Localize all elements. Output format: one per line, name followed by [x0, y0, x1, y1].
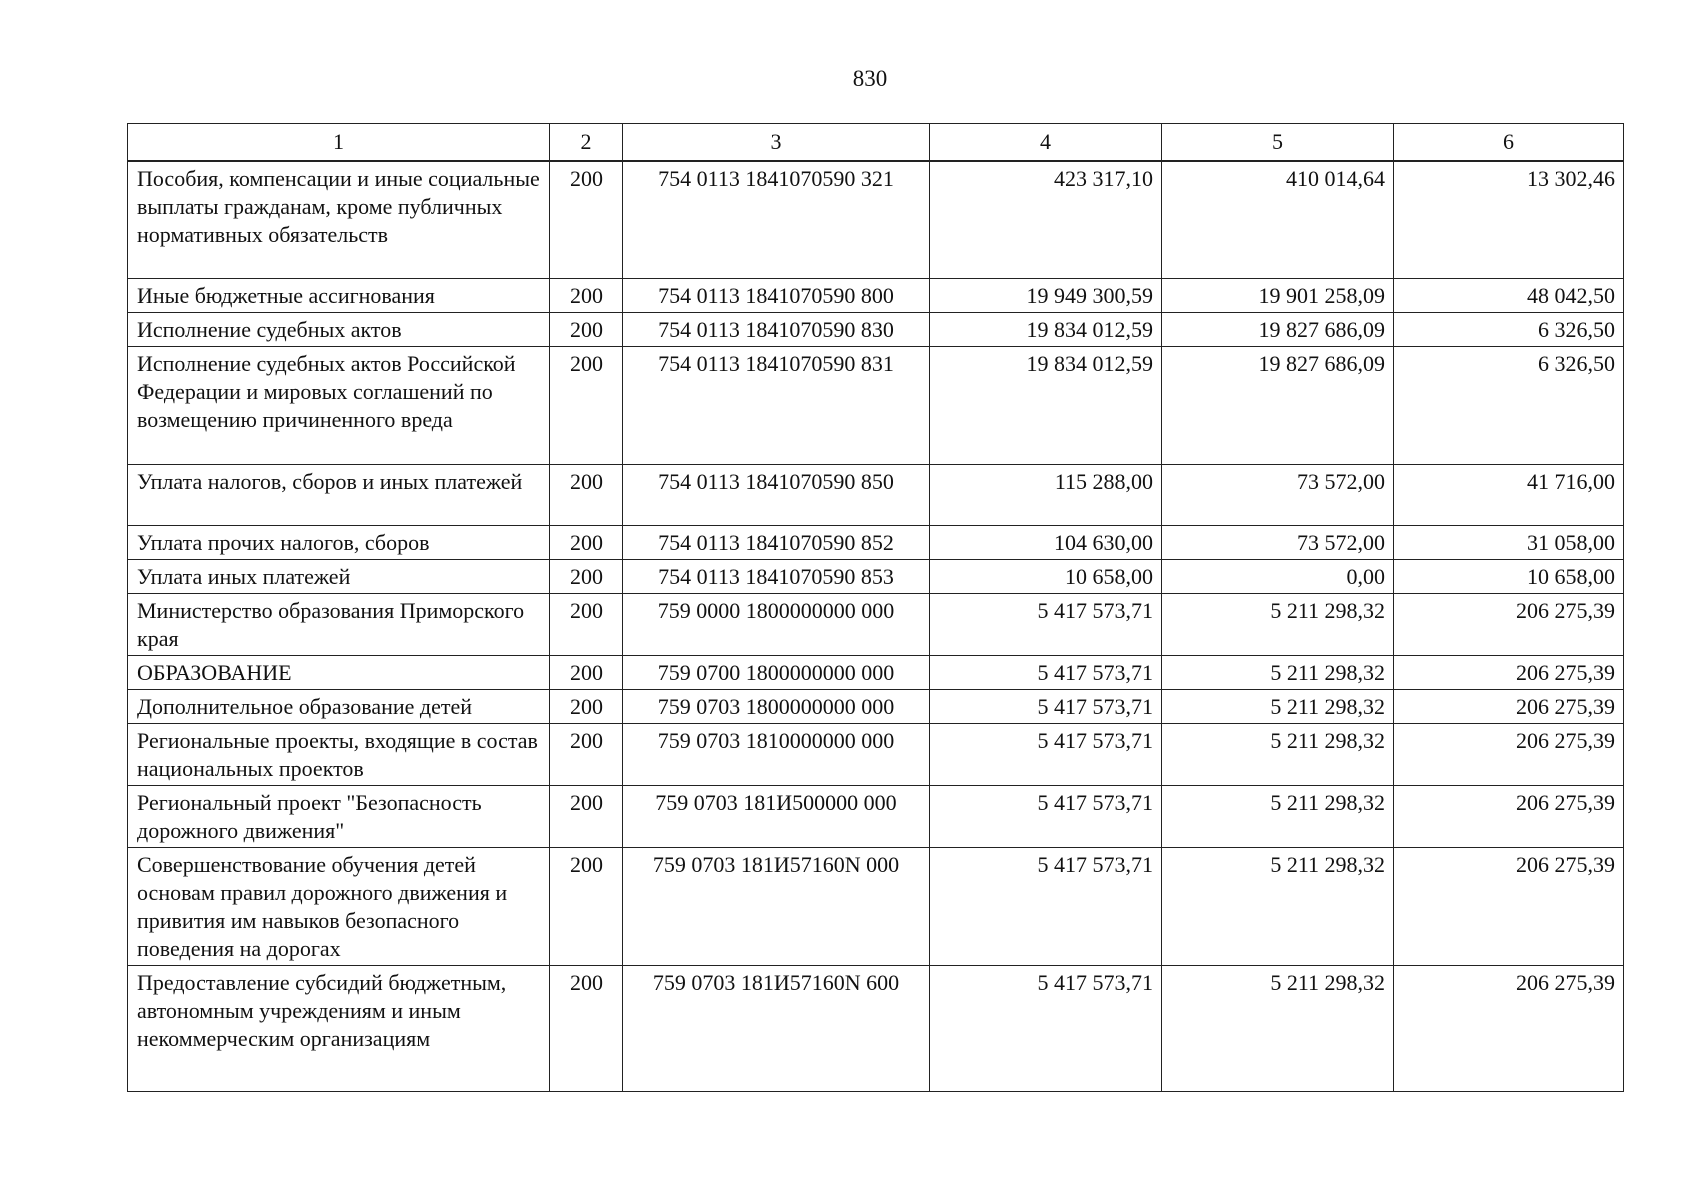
row-name: Региональный проект "Безопасность дорожного движения" — [128, 785, 550, 847]
table-row — [128, 525, 1624, 559]
row-approved: 5 417 573,71 — [930, 655, 1162, 689]
row-name: Министерство образования Приморского края — [128, 593, 550, 655]
column-header: 4 — [930, 124, 1162, 162]
row-approved: 5 417 573,71 — [930, 847, 1162, 965]
row-classification: 754 0113 1841070590 830 — [623, 312, 930, 346]
row-name: Уплата иных платежей — [128, 559, 550, 593]
row-unexecuted: 13 302,46 — [1394, 161, 1624, 278]
table-row — [128, 689, 1624, 723]
row-executed: 73 572,00 — [1162, 525, 1394, 559]
row-approved: 5 417 573,71 — [930, 785, 1162, 847]
row-approved: 104 630,00 — [930, 525, 1162, 559]
row-executed: 73 572,00 — [1162, 464, 1394, 525]
table-row — [128, 593, 1624, 655]
row-unexecuted: 48 042,50 — [1394, 278, 1624, 312]
row-name: Исполнение судебных актов — [128, 312, 550, 346]
row-code: 200 — [550, 525, 623, 559]
column-header: 6 — [1394, 124, 1624, 162]
row-classification: 759 0703 181И500000 000 — [623, 785, 930, 847]
row-name: Иные бюджетные ассигнования — [128, 278, 550, 312]
row-code: 200 — [550, 593, 623, 655]
row-name: Предоставление субсидий бюджетным, автономным учреждениям и иным некоммерческим организациям — [128, 965, 550, 1091]
row-executed: 5 211 298,32 — [1162, 593, 1394, 655]
row-classification: 754 0113 1841070590 831 — [623, 346, 930, 464]
row-executed: 5 211 298,32 — [1162, 785, 1394, 847]
row-code: 200 — [550, 161, 623, 278]
row-code: 200 — [550, 723, 623, 785]
row-name: Пособия, компенсации и иные социальные выплаты гражданам, кроме публичных нормативных обязательств — [128, 161, 550, 278]
table-header-row — [128, 124, 1624, 162]
row-unexecuted: 6 326,50 — [1394, 312, 1624, 346]
row-unexecuted: 206 275,39 — [1394, 593, 1624, 655]
row-code: 200 — [550, 655, 623, 689]
row-code: 200 — [550, 312, 623, 346]
row-classification: 754 0113 1841070590 853 — [623, 559, 930, 593]
row-unexecuted: 41 716,00 — [1394, 464, 1624, 525]
row-unexecuted: 10 658,00 — [1394, 559, 1624, 593]
row-classification: 754 0113 1841070590 800 — [623, 278, 930, 312]
row-code: 200 — [550, 689, 623, 723]
row-executed: 5 211 298,32 — [1162, 965, 1394, 1091]
table-row — [128, 723, 1624, 785]
row-name: Региональные проекты, входящие в состав национальных проектов — [128, 723, 550, 785]
table-row — [128, 312, 1624, 346]
row-executed: 5 211 298,32 — [1162, 689, 1394, 723]
row-executed: 410 014,64 — [1162, 161, 1394, 278]
row-executed: 19 827 686,09 — [1162, 346, 1394, 464]
row-name: Уплата прочих налогов, сборов — [128, 525, 550, 559]
row-classification: 759 0700 1800000000 000 — [623, 655, 930, 689]
budget-table — [127, 123, 1624, 1092]
table-row — [128, 655, 1624, 689]
row-name: Дополнительное образование детей — [128, 689, 550, 723]
row-approved: 19 834 012,59 — [930, 346, 1162, 464]
row-approved: 5 417 573,71 — [930, 689, 1162, 723]
row-approved: 10 658,00 — [930, 559, 1162, 593]
row-classification: 759 0703 1800000000 000 — [623, 689, 930, 723]
row-name: ОБРАЗОВАНИЕ — [128, 655, 550, 689]
page-number: 830 — [852, 66, 888, 91]
row-executed: 19 827 686,09 — [1162, 312, 1394, 346]
row-code: 200 — [550, 464, 623, 525]
row-unexecuted: 206 275,39 — [1394, 655, 1624, 689]
row-classification: 754 0113 1841070590 852 — [623, 525, 930, 559]
row-name: Совершенствование обучения детей основам правил дорожного движения и привития им навыков безопасного поведения на дорогах — [128, 847, 550, 965]
row-executed: 5 211 298,32 — [1162, 655, 1394, 689]
table-row — [128, 464, 1624, 525]
row-code: 200 — [550, 965, 623, 1091]
row-code: 200 — [550, 785, 623, 847]
row-approved: 115 288,00 — [930, 464, 1162, 525]
row-unexecuted: 206 275,39 — [1394, 723, 1624, 785]
table-row — [128, 847, 1624, 965]
row-approved: 5 417 573,71 — [930, 965, 1162, 1091]
row-code: 200 — [550, 278, 623, 312]
row-classification: 754 0113 1841070590 850 — [623, 464, 930, 525]
row-code: 200 — [550, 847, 623, 965]
row-approved: 19 834 012,59 — [930, 312, 1162, 346]
row-code: 200 — [550, 559, 623, 593]
column-header: 1 — [128, 124, 550, 162]
row-approved: 423 317,10 — [930, 161, 1162, 278]
row-unexecuted: 206 275,39 — [1394, 785, 1624, 847]
row-approved: 19 949 300,59 — [930, 278, 1162, 312]
row-classification: 759 0000 1800000000 000 — [623, 593, 930, 655]
row-classification: 759 0703 181И57160N 000 — [623, 847, 930, 965]
row-approved: 5 417 573,71 — [930, 723, 1162, 785]
column-header: 3 — [623, 124, 930, 162]
row-name: Исполнение судебных актов Российской Федерации и мировых соглашений по возмещению причиненного вреда — [128, 346, 550, 464]
table-row — [128, 785, 1624, 847]
row-classification: 759 0703 181И57160N 600 — [623, 965, 930, 1091]
table-row — [128, 346, 1624, 464]
row-name: Уплата налогов, сборов и иных платежей — [128, 464, 550, 525]
row-unexecuted: 6 326,50 — [1394, 346, 1624, 464]
row-executed: 5 211 298,32 — [1162, 723, 1394, 785]
column-header: 5 — [1162, 124, 1394, 162]
row-classification: 754 0113 1841070590 321 — [623, 161, 930, 278]
row-approved: 5 417 573,71 — [930, 593, 1162, 655]
row-executed: 5 211 298,32 — [1162, 847, 1394, 965]
table-row — [128, 161, 1624, 278]
row-executed: 19 901 258,09 — [1162, 278, 1394, 312]
table-row — [128, 965, 1624, 1091]
row-unexecuted: 206 275,39 — [1394, 965, 1624, 1091]
table-row — [128, 559, 1624, 593]
row-code: 200 — [550, 346, 623, 464]
row-unexecuted: 31 058,00 — [1394, 525, 1624, 559]
row-classification: 759 0703 1810000000 000 — [623, 723, 930, 785]
table-row — [128, 278, 1624, 312]
column-header: 2 — [550, 124, 623, 162]
row-executed: 0,00 — [1162, 559, 1394, 593]
row-unexecuted: 206 275,39 — [1394, 847, 1624, 965]
row-unexecuted: 206 275,39 — [1394, 689, 1624, 723]
